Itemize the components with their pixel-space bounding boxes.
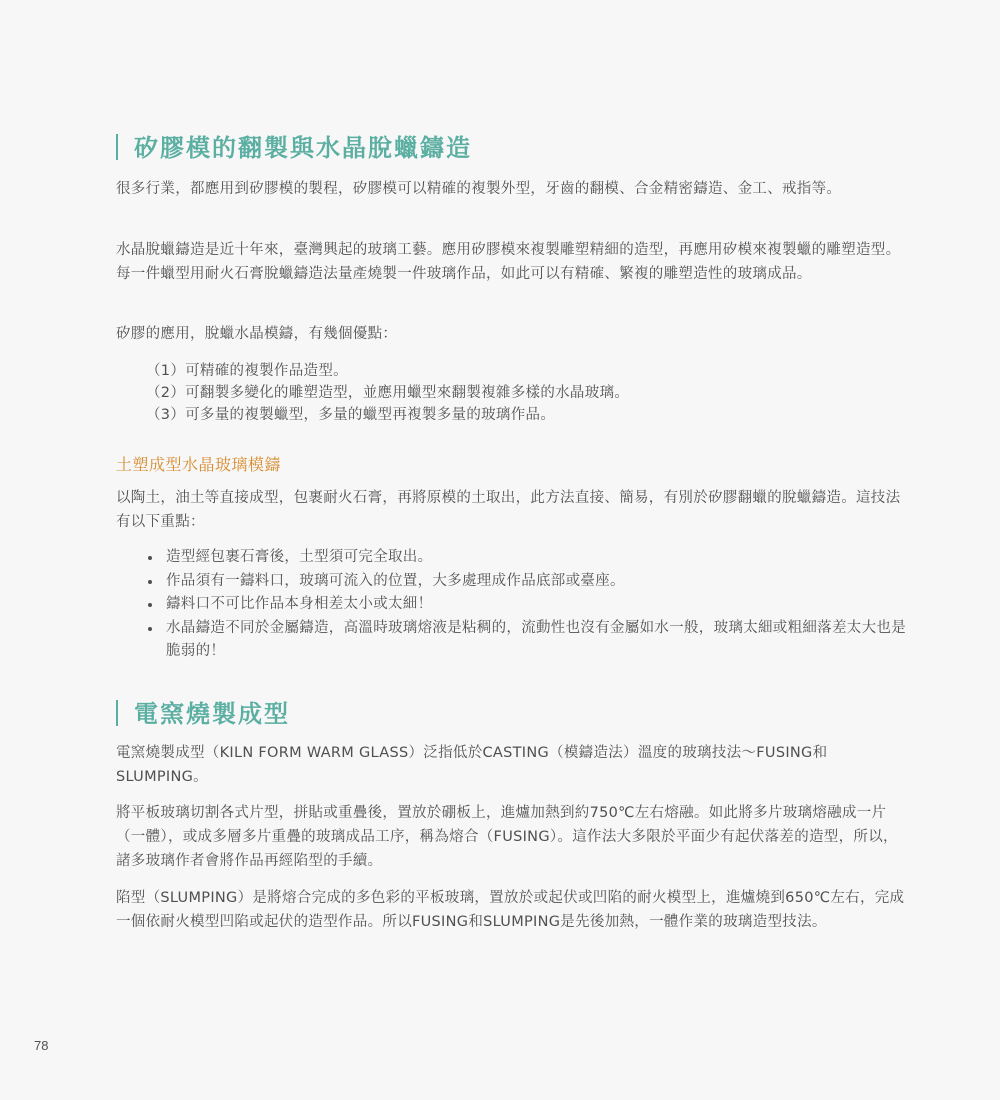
bullet-icon — [148, 627, 152, 631]
paragraph-advantages-intro: 矽膠的應用，脫蠟水晶模鑄，有幾個優點： — [116, 326, 398, 342]
bullet-icon — [148, 556, 152, 560]
section-heading-kiln-forming — [116, 694, 290, 729]
key-points-list — [146, 546, 912, 664]
page-number: 78 — [34, 1038, 49, 1053]
paragraph-silicone-intro: 很多行業，都應用到矽膠模的製程，矽膠模可以精確的複製外型，牙齒的翻模、合金精密鑄造、金工、戒指等。 — [116, 181, 842, 197]
advantages-list — [146, 360, 906, 426]
heading-bar — [116, 700, 118, 726]
list-item: （1）可精確的複製作品造型。 — [146, 363, 348, 379]
bullet-icon — [148, 603, 152, 607]
paragraph-slumping: 陷型（SLUMPING）是將熔合完成的多色彩的平板玻璃，置放於或起伏或凹陷的耐火模型上，進爐燒到650℃左右，完成一個依耐火模型凹陷或起伏的造型作品。所以FUSING和SLUMPING是先後加熱，一體作業的玻璃造型技法。 — [116, 890, 905, 930]
paragraph-kiln-intro: 電窯燒製成型（KILN FORM WARM GLASS）泛指低於CASTING（模鑄造法）溫度的玻璃技法～FUSING和SLUMPING。 — [116, 745, 828, 785]
section-heading-silicone-mold — [116, 128, 472, 163]
list-item: 鑄料口不可比作品本身相差太小或太細！ — [146, 593, 912, 617]
paragraph-fusing: 將平板玻璃切割各式片型，拼貼或重疊後，置放於硼板上，進爐加熱到約750℃左右熔融。如此將多片玻璃熔融成一片（一體），或成多層多片重疊的玻璃成品工序，稱為熔合（FUSING）。這作法大多限於平面少有起伏落差的造型，所以，諸多玻璃作者會將作品再經陷型的手續。 — [116, 805, 898, 869]
subheading-clay-forming: 土塑成型水晶玻璃模鑄 — [116, 455, 282, 474]
paragraph-clay-forming: 以陶土，油土等直接成型，包裹耐火石膏，再將原模的土取出，此方法直接、簡易，有別於矽膠翻蠟的脫蠟鑄造。這技法有以下重點： — [116, 490, 901, 530]
paragraph-crystal-casting: 水晶脫蠟鑄造是近十年來，臺灣興起的玻璃工藝。應用矽膠模來複製雕塑精細的造型，再應用矽模來複製蠟的雕塑造型。每一件蠟型用耐火石膏脫蠟鑄造法量產燒製一件玻璃作品，如此可以有精確、繁複的雕塑造性的玻璃成品。 — [116, 242, 901, 282]
list-item: 作品須有一鑄料口，玻璃可流入的位置，大多處理成作品底部或臺座。 — [146, 570, 912, 594]
section-heading-text: 矽膠模的翻製與水晶脫蠟鑄造 — [134, 133, 472, 162]
list-item: 造型經包裹石膏後，土型須可完全取出。 — [146, 546, 912, 570]
list-item: （3）可多量的複製蠟型，多量的蠟型再複製多量的玻璃作品。 — [146, 407, 556, 423]
bullet-icon — [148, 580, 152, 584]
heading-bar — [116, 134, 118, 160]
list-item: （2）可翻製多變化的雕塑造型，並應用蠟型來翻製複雜多樣的水晶玻璃。 — [146, 385, 630, 401]
list-item: 水晶鑄造不同於金屬鑄造，高溫時玻璃熔液是粘稠的，流動性也沒有金屬如水一般，玻璃太細或粗細落差太大也是脆弱的！ — [146, 617, 912, 664]
section-heading-text: 電窯燒製成型 — [134, 699, 290, 728]
